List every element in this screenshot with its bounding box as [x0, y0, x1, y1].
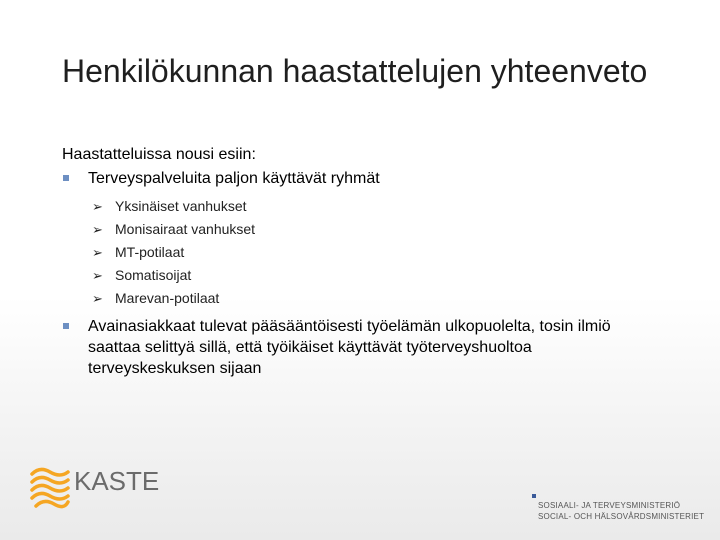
- sub-bullet-text: Monisairaat vanhukset: [115, 221, 256, 237]
- bullet-item-1: [62, 168, 662, 189]
- kaste-logo: [28, 462, 168, 512]
- ministry-dot-icon: [532, 494, 536, 498]
- arrow-bullet-icon: ➢: [92, 199, 103, 214]
- ministry-name-sv: SOCIAL- OCH HÄLSOVÅRDSMINISTERIET: [538, 512, 705, 521]
- sub-bullet-item: [62, 218, 662, 241]
- logo-wordmark: KASTE: [74, 466, 160, 496]
- sub-bullet-item: [62, 264, 662, 287]
- sub-bullet-item: [62, 195, 662, 218]
- kaste-wave-logo-icon: [28, 462, 168, 512]
- square-bullet-icon: [63, 323, 69, 329]
- arrow-bullet-icon: ➢: [92, 222, 103, 237]
- arrow-bullet-icon: ➢: [92, 268, 103, 283]
- sub-bullet-text: MT-potilaat: [115, 244, 185, 260]
- sub-bullet-text: Somatisoijat: [115, 267, 192, 283]
- square-bullet-icon: [63, 175, 69, 181]
- sub-bullet-item: [62, 241, 662, 264]
- arrow-bullet-icon: ➢: [92, 245, 103, 260]
- sub-bullet-item: [62, 287, 662, 310]
- slide-content: [62, 144, 662, 379]
- bullet-text: Terveyspalveluita paljon käyttävät ryhmät: [88, 170, 380, 187]
- sub-bullet-list: [62, 195, 662, 310]
- sub-bullet-text: Yksinäiset vanhukset: [115, 198, 247, 214]
- bullet-text: Avainasiakkaat tulevat pääsääntöisesti työelämän ulkopuolelta, tosin ilmiö saattaa selittyä sillä, että työikäiset käyttävät työterveyshuoltoa terveyskeskuksen sijaan: [88, 318, 611, 377]
- slide-title: Henkilökunnan haastattelujen yhteenveto: [62, 53, 648, 89]
- bullet-item-2: [62, 316, 662, 379]
- sub-bullet-text: Marevan-potilaat: [115, 290, 220, 306]
- arrow-bullet-icon: ➢: [92, 291, 103, 306]
- intro-text: Haastatteluissa nousi esiin:: [62, 146, 256, 163]
- ministry-name-fi: SOSIAALI- JA TERVEYSMINISTERIÖ: [538, 501, 681, 510]
- ministry-logo: [530, 490, 710, 530]
